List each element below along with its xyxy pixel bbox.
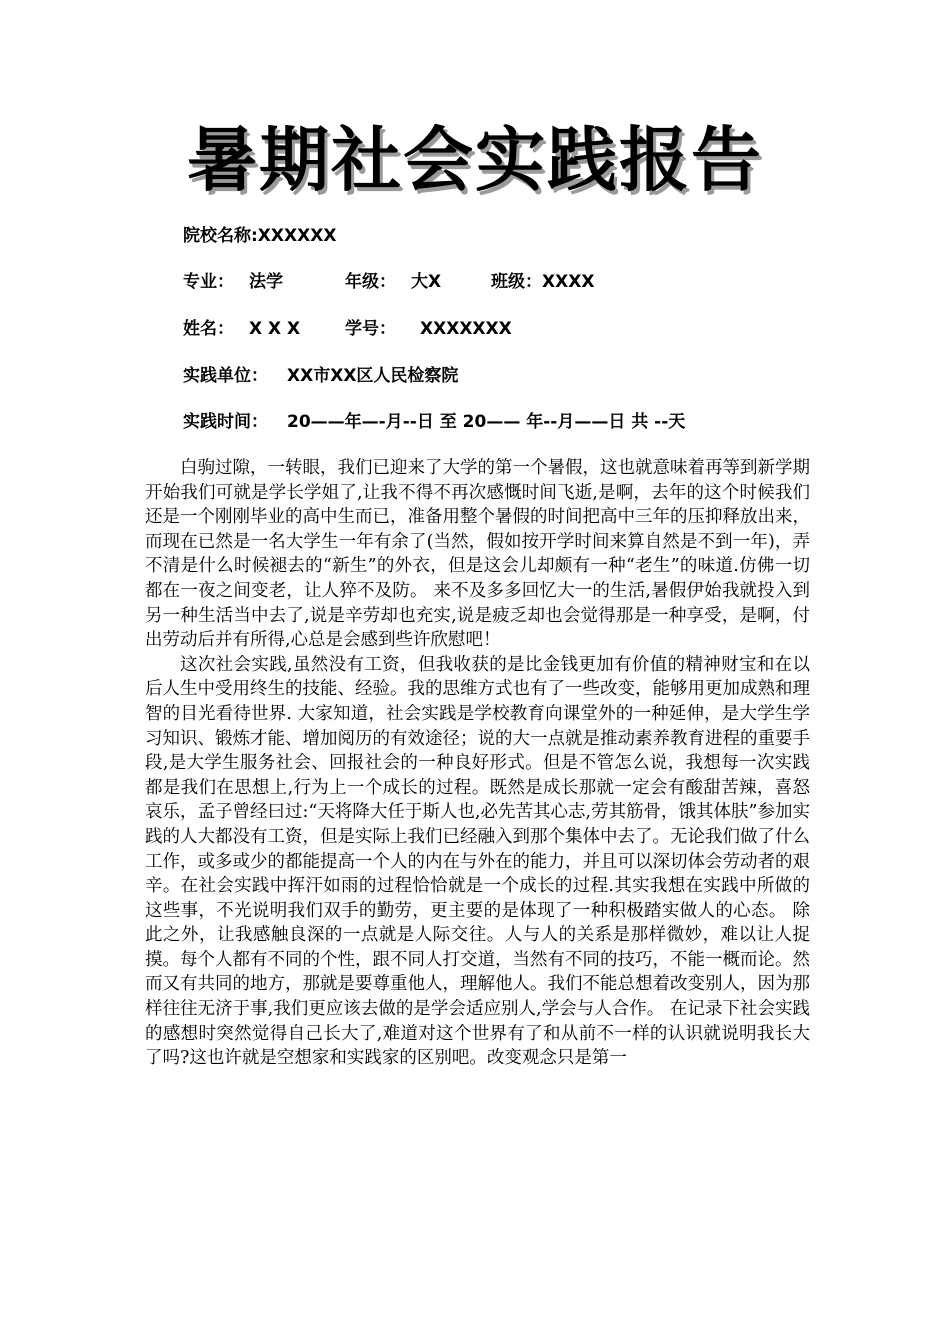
name-id-line bbox=[183, 318, 512, 340]
major-grade-class-line bbox=[183, 271, 594, 293]
major-value: 法学 bbox=[249, 272, 283, 292]
practice-unit-line bbox=[183, 365, 458, 387]
practice-time-line bbox=[183, 411, 685, 433]
grade-label: 年级： bbox=[345, 272, 396, 292]
id-label: 学号： bbox=[345, 319, 396, 339]
report-body bbox=[145, 456, 810, 1071]
document-title: 暑期社会实践报告 bbox=[187, 119, 763, 201]
class-label: 班级： bbox=[491, 272, 542, 292]
id-value: XXXXXXX bbox=[420, 319, 512, 339]
name-label: 姓名： bbox=[183, 319, 234, 339]
unit-value: XX市XX区人民检察院 bbox=[287, 366, 459, 386]
class-value: XXXX bbox=[542, 272, 595, 292]
time-value: 20——年—-月--日 至 20—— 年--月——日 共 --天 bbox=[287, 412, 686, 432]
grade-value: 大X bbox=[411, 272, 442, 292]
name-value: X X X bbox=[249, 319, 301, 339]
time-label: 实践时间： bbox=[183, 412, 268, 432]
paragraph-1: 白驹过隙，一转眼，我们已迎来了大学的第一个暑假，这也就意味着再等到新学期开始我们可就是学长学姐了,让我不得不再次感慨时间飞逝,是啊，去年的这个时候我们还是一个刚刚毕业的高中生而已，准备用整个暑假的时间把高中三年的压抑释放出来，而现在已然是一名大学生一年有余了(当然，假如按开学时间来算自然是不到一年)，弄不清是什么时候褪去的“新生”的外衣，但是这会儿却颇有一种“老生”的味道.仿佛一切都在一夜之间变老，让人猝不及防。 来不及多多回忆大一的生活,暑假伊始我就投入到另一种生活当中去了,说是辛劳却也充实,说是疲乏却也会觉得那是一种享受，是啊，付出劳动后并有所得,心总是会感到些许欣慰吧！ bbox=[145, 458, 810, 651]
school-line bbox=[183, 225, 336, 247]
unit-label: 实践单位： bbox=[183, 366, 268, 386]
paragraph-2: 这次社会实践,虽然没有工资，但我收获的是比金钱更加有价值的精神财宝和在以后人生中受用终生的技能、经验。我的思维方式也有了一些改变，能够用更加成熟和理智的目光看待世界. 大家知道，社会实践是学校教育向课堂外的一种延伸，是大学生学习知识、锻炼才能、增加阅历的有效途径；说的大一点就是推动素养教育进程的重要手段,是大学生服务社会、回报社会的一种良好形式。但是不管怎么说，我想每一次实践都是我们在思想上,行为上一个成长的过程。既然是成长那就一定会有酸甜苦辣，喜怒哀乐，孟子曾经曰过:“天将降大任于斯人也,必先苦其心志,劳其筋骨，饿其体肤”参加实践的人大都没有工资，但是实际上我们已经融入到那个集体中去了。无论我们做了什么工作，或多或少的都能提高一个人的内在与外在的能力，并且可以深切体会劳动者的艰辛。在社会实践中挥汗如雨的过程恰恰就是一个成长的过程.其实我想在实践中所做的这些事，不光说明我们双手的勤劳，更主要的是体现了一种积极踏实做人的心态。 除此之外，让我感触良深的一点就是人际交往。人与人的关系是那样微妙，难以让人捉摸。每个人都有不同的个性，跟不同人打交道，当然有不同的技巧，不能一概而论。然而又有共同的地方，那就是要尊重他人，理解他人。我们不能总想着改变别人，因为那样往往无济于事,我们更应该去做的是学会适应别人,学会与人合作。 在记录下社会实践的感想时突然觉得自己长大了,难道对这个世界有了和从前不一样的认识就说明我长大了吗?这也许就是空想家和实践家的区别吧。改变观念只是第一 bbox=[145, 654, 810, 1069]
school-text: 院校名称:XXXXXX bbox=[183, 226, 337, 246]
major-label: 专业： bbox=[183, 272, 234, 292]
